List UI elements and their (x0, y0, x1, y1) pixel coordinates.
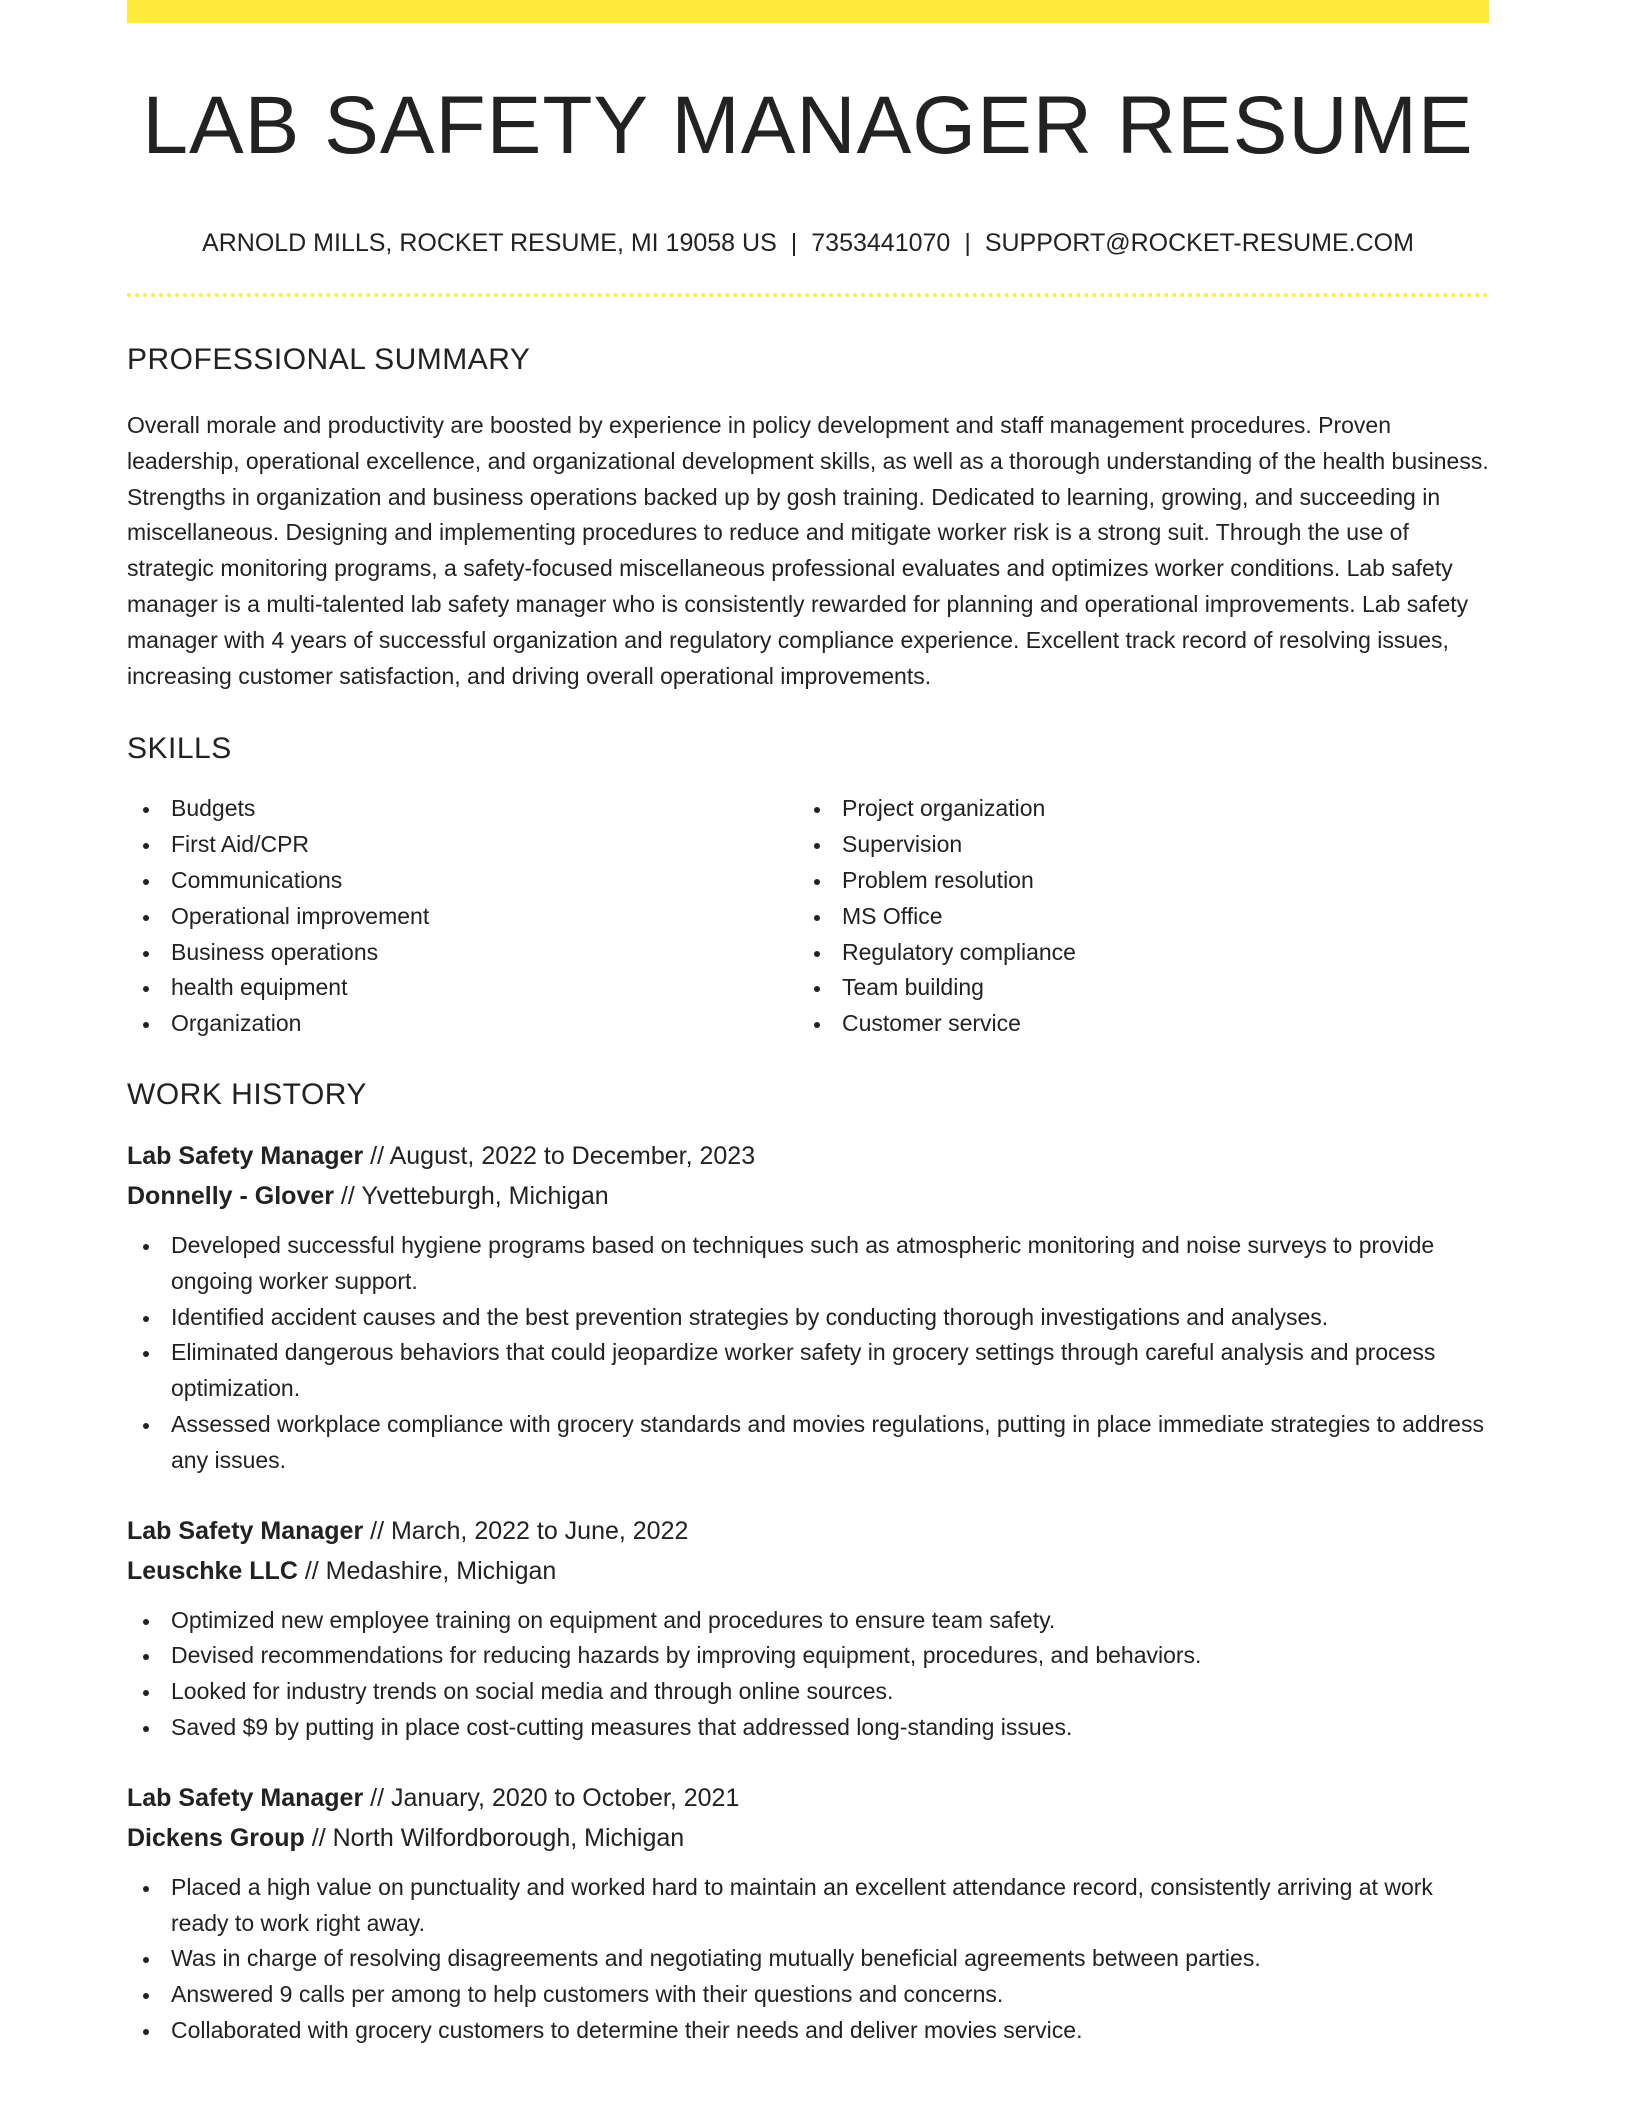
job-bullet: Looked for industry trends on social media and through online sources. (127, 1674, 1489, 1710)
job-dates: // January, 2020 to October, 2021 (363, 1783, 740, 1812)
skill-item: MS Office (798, 899, 1469, 935)
summary-text: Overall morale and productivity are boosted by experience in policy development and staff management procedures. Proven leadership, operational excellence, and organizational development skills, as well as a thorough understanding of the health business. Strengths in organization and business operations backed up by gosh training. Dedicated to learning, growing, and succeeding in miscellaneous. Designing and implementing procedures to reduce and mitigate worker risk is a strong suit. Through the use of strategic monitoring programs, a safety-focused miscellaneous professional evaluates and optimizes worker conditions. Lab safety manager is a multi-talented lab safety manager who is consistently rewarded for planning and operational improvements. Lab safety manager with 4 years of successful organization and regulatory compliance experience. Excellent track record of resolving issues, increasing customer satisfaction, and driving overall operational improvements. (127, 412, 1489, 689)
job-company-line (127, 1551, 1489, 1591)
job-title-line (127, 1511, 1489, 1551)
skill-item: First Aid/CPR (127, 827, 798, 863)
contact-phone: 7353441070 (811, 229, 951, 257)
skill-item: Budgets (127, 791, 798, 827)
skill-item: Organization (127, 1006, 798, 1042)
dotted-divider (127, 293, 1489, 297)
contact-separator: | (790, 229, 798, 257)
job-bullet: Saved $9 by putting in place cost-cutting measures that addressed long-standing issues. (127, 1710, 1489, 1746)
resume-page (127, 0, 1489, 2049)
skill-item: Operational improvement (127, 899, 798, 935)
job-location: // North Wilfordborough, Michigan (304, 1823, 685, 1852)
skill-item: Communications (127, 863, 798, 899)
work-history-heading: WORK HISTORY (127, 1077, 367, 1111)
job-bullet: Collaborated with grocery customers to determine their needs and deliver movies service. (127, 2013, 1489, 2049)
skill-item: Regulatory compliance (798, 935, 1469, 971)
skill-item: health equipment (127, 970, 798, 1006)
skill-item: Supervision (798, 827, 1469, 863)
job-location: // Yvetteburgh, Michigan (333, 1181, 609, 1210)
job-bullet: Assessed workplace compliance with grocery standards and movies regulations, putting in place immediate strategies to address any issues. (127, 1407, 1489, 1479)
job-entry (127, 1136, 1489, 1479)
job-entry (127, 1778, 1489, 2049)
job-location: // Medashire, Michigan (297, 1556, 557, 1585)
skills-heading: SKILLS (127, 732, 232, 766)
skill-item: Customer service (798, 1006, 1469, 1042)
job-bullet: Identified accident causes and the best prevention strategies by conducting thorough investigations and analyses. (127, 1300, 1489, 1336)
skills-list (127, 791, 1489, 1042)
contact-address: ARNOLD MILLS, ROCKET RESUME, MI 19058 US (202, 229, 777, 257)
job-company-line (127, 1818, 1489, 1858)
job-bullet: Answered 9 calls per among to help customers with their questions and concerns. (127, 1977, 1489, 2013)
job-bullet: Devised recommendations for reducing hazards by improving equipment, procedures, and behaviors. (127, 1638, 1489, 1674)
job-bullets (127, 1870, 1489, 2049)
job-title: Lab Safety Manager (127, 1516, 364, 1545)
page-title: LAB SAFETY MANAGER RESUME (142, 80, 1474, 171)
skill-item: Project organization (798, 791, 1469, 827)
job-bullet: Developed successful hygiene programs based on techniques such as atmospheric monitoring and noise surveys to provide ongoing worker support. (127, 1228, 1489, 1300)
job-company: Leuschke LLC (127, 1556, 298, 1585)
job-dates: // August, 2022 to December, 2023 (363, 1141, 756, 1170)
job-dates: // March, 2022 to June, 2022 (363, 1516, 689, 1545)
skills-column-left (127, 791, 798, 1042)
job-bullets (127, 1603, 1489, 1746)
job-company-line (127, 1176, 1489, 1216)
summary-heading: PROFESSIONAL SUMMARY (127, 343, 531, 376)
skill-item: Problem resolution (798, 863, 1469, 899)
job-title-line (127, 1136, 1489, 1176)
skill-item: Team building (798, 970, 1469, 1006)
top-accent-bar (127, 0, 1489, 23)
job-company: Donnelly - Glover (127, 1181, 334, 1210)
job-bullet: Optimized new employee training on equipment and procedures to ensure team safety. (127, 1603, 1489, 1639)
contact-line (127, 231, 1489, 256)
job-title-line (127, 1778, 1489, 1818)
job-bullet: Eliminated dangerous behaviors that could jeopardize worker safety in grocery settings through careful analysis and process optimization. (127, 1335, 1489, 1407)
job-bullets (127, 1228, 1489, 1479)
skills-column-right (798, 791, 1469, 1042)
job-entry (127, 1511, 1489, 1746)
skill-item: Business operations (127, 935, 798, 971)
job-bullet: Placed a high value on punctuality and worked hard to maintain an excellent attendance record, consistently arriving at work ready to work right away. (127, 1870, 1489, 1942)
contact-email: SUPPORT@ROCKET-RESUME.COM (984, 229, 1414, 257)
job-title: Lab Safety Manager (127, 1141, 364, 1170)
job-bullet: Was in charge of resolving disagreements and negotiating mutually beneficial agreements between parties. (127, 1941, 1489, 1977)
contact-separator: | (964, 229, 971, 257)
job-title: Lab Safety Manager (127, 1783, 364, 1812)
job-company: Dickens Group (127, 1823, 305, 1852)
